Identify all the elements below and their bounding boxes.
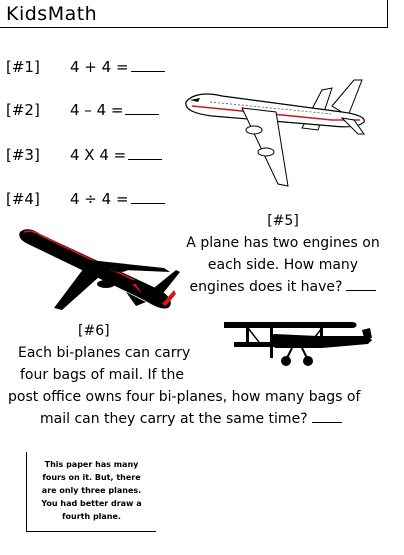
airliner-illustration: [182, 76, 372, 188]
note-line-3: are only three planes.: [41, 486, 142, 495]
problem-5: [178, 210, 388, 298]
problem-5-line-1: A plane has two engines on: [186, 235, 380, 251]
note-line-2: fours on it. But, there: [42, 473, 141, 482]
problem-5-answer-blank[interactable]: [346, 278, 376, 291]
problem-6-line-1: Each bi-planes can carry: [18, 345, 191, 361]
question-1-text: 4 + 4 =: [70, 58, 129, 76]
question-2-number: [#2]: [6, 101, 40, 119]
question-1-number: [#1]: [6, 58, 40, 76]
jet-silhouette-illustration: [14, 224, 182, 316]
question-2-expression: [70, 101, 159, 119]
biplane-silhouette-illustration: [222, 318, 374, 368]
question-3-text: 4 X 4 =: [70, 146, 127, 164]
question-4-text: 4 ÷ 4 =: [70, 190, 129, 208]
question-3-expression: [70, 146, 162, 164]
question-2-text: 4 – 4 =: [70, 101, 124, 119]
problem-6-answer-blank[interactable]: [312, 410, 342, 423]
problem-5-line-3: engines does it have?: [189, 279, 343, 295]
problem-6-line-4: mail can they carry at the same time?: [40, 411, 308, 427]
question-3-answer-blank[interactable]: [128, 147, 162, 160]
question-4-answer-blank[interactable]: [131, 191, 165, 204]
problem-6-line-2: four bags of mail. If the: [20, 367, 184, 383]
problem-6-number: [#6]: [78, 323, 110, 339]
question-2-answer-blank[interactable]: [125, 102, 159, 115]
question-1-expression: [70, 58, 165, 76]
question-4-number: [#4]: [6, 190, 40, 208]
problem-5-line-2: each side. How many: [207, 257, 359, 273]
note-line-4: You had better draw a: [41, 499, 142, 508]
problem-6-line-3: post office owns four bi-planes, how many bags of: [8, 389, 361, 405]
note-box: [26, 452, 156, 532]
question-4-expression: [70, 190, 165, 208]
page-title: KidsMath: [6, 3, 98, 25]
problem-6-line-4-wrap: [40, 408, 342, 430]
problem-5-line-3-wrap: [178, 276, 388, 298]
note-line-1: This paper has many: [44, 460, 139, 469]
question-1-answer-blank[interactable]: [131, 59, 165, 72]
question-3-number: [#3]: [6, 146, 40, 164]
note-line-5: fourth plane.: [62, 512, 121, 521]
problem-5-number: [#5]: [267, 213, 299, 229]
